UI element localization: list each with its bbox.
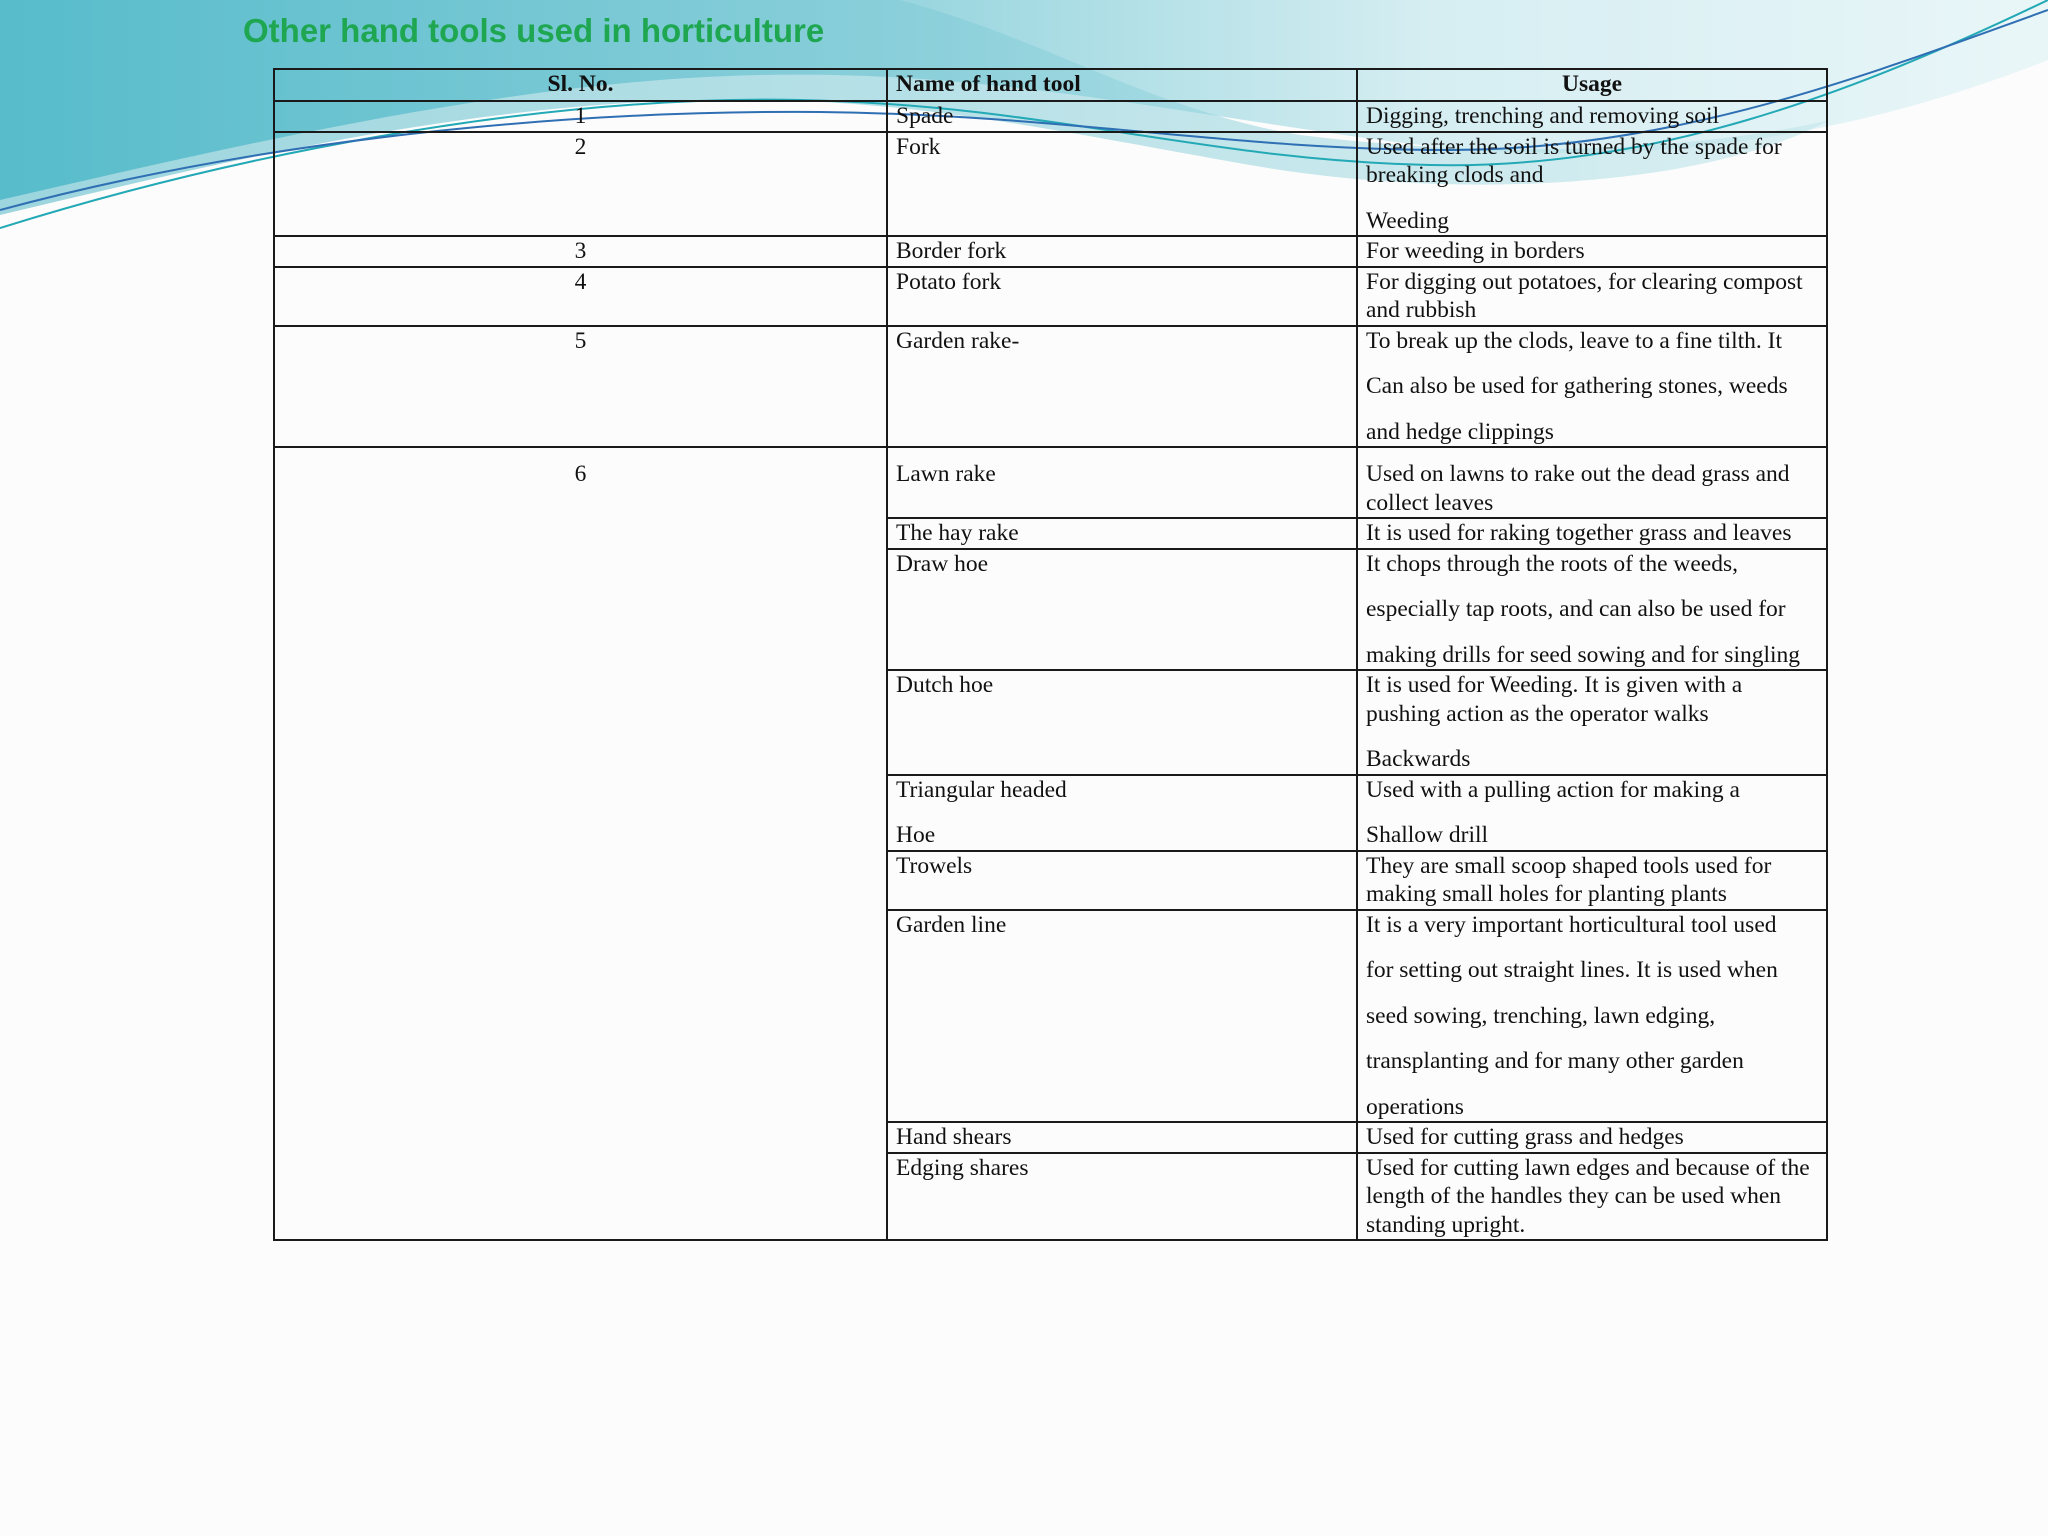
cell-tool-name <box>887 670 1357 775</box>
usage-text: Used on lawns to rake out the dead grass and collect leaves <box>1366 461 1790 516</box>
cell-usage <box>1357 101 1827 132</box>
cell-usage <box>1357 236 1827 267</box>
table-row <box>274 101 1827 132</box>
cell-serial-number: 5 <box>274 326 887 448</box>
cell-usage <box>1357 132 1827 237</box>
usage-text: Backwards <box>1366 746 1471 772</box>
usage-text: Used for cutting lawn edges and because of the length of the handles they can be used when standing upright. <box>1366 1154 1810 1238</box>
cell-serial-number: 3 <box>274 236 887 267</box>
cell-usage <box>1357 851 1827 910</box>
usage-text: Used after the soil is turned by the spade for breaking clods and <box>1366 133 1782 188</box>
header-tool-name: Name of hand tool <box>887 69 1357 101</box>
table-row <box>274 447 1827 518</box>
header-sl-no: Sl. No. <box>274 69 887 101</box>
hand-tools-table <box>273 68 1828 1241</box>
cell-tool-name <box>887 267 1357 326</box>
tool-name-text: Edging shares <box>896 1154 1029 1181</box>
table-body <box>274 101 1827 1240</box>
cell-tool-name <box>887 910 1357 1123</box>
table-row <box>274 326 1827 448</box>
cell-usage <box>1357 775 1827 851</box>
header-usage: Usage <box>1357 69 1827 101</box>
cell-tool-name <box>887 101 1357 132</box>
usage-text: Weeding <box>1366 207 1449 234</box>
cell-usage <box>1357 1122 1827 1153</box>
usage-text: They are small scoop shaped tools used for making small holes for planting plants <box>1366 852 1772 907</box>
table-row <box>274 132 1827 237</box>
usage-text: transplanting and for many other garden <box>1366 1048 1744 1074</box>
usage-text: Used for cutting grass and hedges <box>1366 1124 1684 1150</box>
usage-text: operations <box>1366 1093 1464 1120</box>
usage-text: especially tap roots, and can also be used for <box>1366 596 1786 622</box>
cell-tool-name <box>887 851 1357 910</box>
tool-name-text: Border fork <box>896 238 1007 264</box>
tool-name-text: Hoe <box>896 822 936 848</box>
tool-name-text: Potato fork <box>896 268 1002 295</box>
usage-text: making drills for seed sowing and for singling <box>1366 641 1801 668</box>
cell-tool-name <box>887 1122 1357 1153</box>
tool-name-text: Triangular headed <box>896 776 1067 803</box>
table-row <box>274 236 1827 267</box>
table-header-row <box>274 69 1827 101</box>
cell-serial-number: 1 <box>274 101 887 132</box>
cell-serial-number: 4 <box>274 267 887 326</box>
cell-tool-name <box>887 518 1357 549</box>
table-row <box>274 267 1827 326</box>
usage-text: It is used for raking together grass and leaves <box>1366 520 1792 546</box>
cell-tool-name <box>887 447 1357 518</box>
tool-name-text: Spade <box>896 103 954 129</box>
usage-text: Shallow drill <box>1366 822 1489 848</box>
tool-name-text: Garden rake- <box>896 327 1020 354</box>
tool-name-text: Fork <box>896 133 941 160</box>
usage-text: Digging, trenching and removing soil <box>1366 103 1720 129</box>
cell-usage <box>1357 267 1827 326</box>
tool-name-text: Hand shears <box>896 1124 1012 1150</box>
usage-text: Can also be used for gathering stones, weeds <box>1366 373 1788 399</box>
cell-usage <box>1357 910 1827 1123</box>
tool-name-text: Garden line <box>896 911 1007 938</box>
cell-usage <box>1357 549 1827 671</box>
usage-text: Used with a pulling action for making a <box>1366 776 1740 803</box>
usage-text: and hedge clippings <box>1366 418 1554 445</box>
usage-text: seed sowing, trenching, lawn edging, <box>1366 1002 1716 1029</box>
cell-usage <box>1357 326 1827 448</box>
cell-usage <box>1357 518 1827 549</box>
tool-name-text: The hay rake <box>896 520 1019 546</box>
cell-tool-name <box>887 549 1357 671</box>
cell-usage <box>1357 670 1827 775</box>
page-title: Other hand tools used in horticulture <box>243 12 825 49</box>
usage-text: It is a very important horticultural tool used <box>1366 911 1777 938</box>
usage-text: For digging out potatoes, for clearing compost and rubbish <box>1366 268 1803 323</box>
tool-name-text: Trowels <box>896 852 973 879</box>
cell-tool-name <box>887 132 1357 237</box>
cell-serial-number: 2 <box>274 132 887 237</box>
cell-tool-name <box>887 775 1357 851</box>
usage-text: for setting out straight lines. It is used when <box>1366 957 1778 983</box>
usage-text: To break up the clods, leave to a fine tilth. It <box>1366 327 1783 354</box>
cell-tool-name <box>887 326 1357 448</box>
tool-name-text: Dutch hoe <box>896 672 994 698</box>
usage-text: For weeding in borders <box>1366 238 1585 264</box>
usage-text: It is used for Weeding. It is given with a pushing action as the operator walks <box>1366 672 1743 727</box>
cell-usage <box>1357 1153 1827 1241</box>
tool-name-text: Lawn rake <box>896 461 996 487</box>
cell-serial-number: 6 <box>274 447 887 1240</box>
tool-name-text: Draw hoe <box>896 550 989 577</box>
cell-tool-name <box>887 236 1357 267</box>
cell-usage <box>1357 447 1827 518</box>
usage-text: It chops through the roots of the weeds, <box>1366 550 1739 577</box>
cell-tool-name <box>887 1153 1357 1241</box>
